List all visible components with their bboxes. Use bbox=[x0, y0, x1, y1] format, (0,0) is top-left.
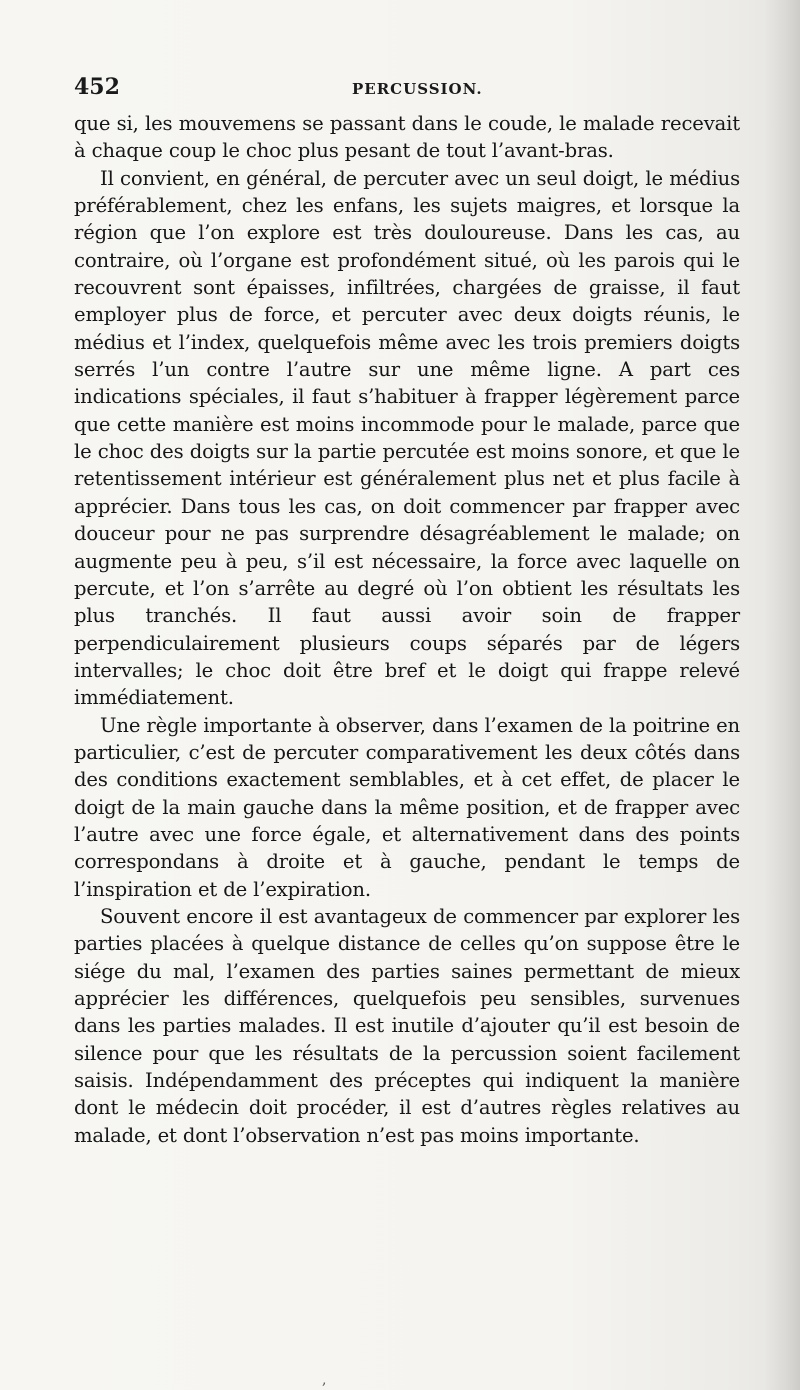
paragraph: Il convient, en général, de percuter avec un seul doigt, le médius préférablement, chez les enfans, les sujets maigres, et lorsque la région que l’on explore est très douloureuse. Dans les cas, au contraire, où l’organe est profondément situé, où les parois qui le recouvrent sont épaisses, infiltrées, chargées de graisse, il faut employer plus de force, et percuter avec deux doigts réunis, le médius et l’index, quelquefois même avec les trois premiers doigts serrés l’un contre l’autre sur une même ligne. A part ces indications spéciales, il faut s’habituer à frapper légèrement parce que cette manière est moins incommode pour le malade, parce que le choc des doigts sur la partie percutée est moins sonore, et que le retentissement intérieur est généralement plus net et plus facile à apprécier. Dans tous les cas, on doit commencer par frapper avec douceur pour ne pas surprendre désagréablement le malade; on augmente peu à peu, s’il est nécessaire, la force avec laquelle on percute, et l’on s’arrête au degré où l’on obtient les résultats les plus tranchés. Il faut aussi avoir soin de frapper perpendiculairement plusieurs coups séparés par de légers intervalles; le choc doit être bref et le doigt qui frappe relevé immédiatement. bbox=[74, 166, 740, 710]
paragraph: Souvent encore il est avantageux de commencer par explorer les parties placées à quelque distance de celles qu’on suppose être le siége du mal, l’examen des parties saines permettant de mieux apprécier les différences, quelquefois peu sensibles, survenues dans les parties malades. Il est inutile d’ajouter qu’il est besoin de silence pour que les résultats de la percussion soient facilement saisis. Indépendamment des préceptes qui indiquent la manière dont le médecin doit procéder, il est d’autres règles relatives au malade, et dont l’observation n’est pas moins importante. bbox=[74, 904, 740, 1147]
page-number: 452 bbox=[74, 74, 120, 100]
page-edge-shadow bbox=[764, 0, 800, 1390]
body-text bbox=[74, 110, 740, 1149]
running-title: PERCUSSION. bbox=[352, 80, 483, 98]
paragraph: Une règle importante à observer, dans l’examen de la poitrine en particulier, c’est de percuter comparativement les deux côtés dans des conditions exactement semblables, et à cet effet, de placer le doigt de la main gauche dans la même position, et de frapper avec l’autre avec une force égale, et alternativement dans des points correspondans à droite et à gauche, pendant le temps de l’inspiration et de l’expiration. bbox=[74, 713, 740, 901]
paragraph-continuation: que si, les mouvemens se passant dans le coude, le malade recevait à chaque coup le choc plus pesant de tout l’avant-bras. bbox=[74, 112, 740, 163]
page-header bbox=[74, 74, 738, 104]
footer-mark: , bbox=[322, 1372, 327, 1388]
